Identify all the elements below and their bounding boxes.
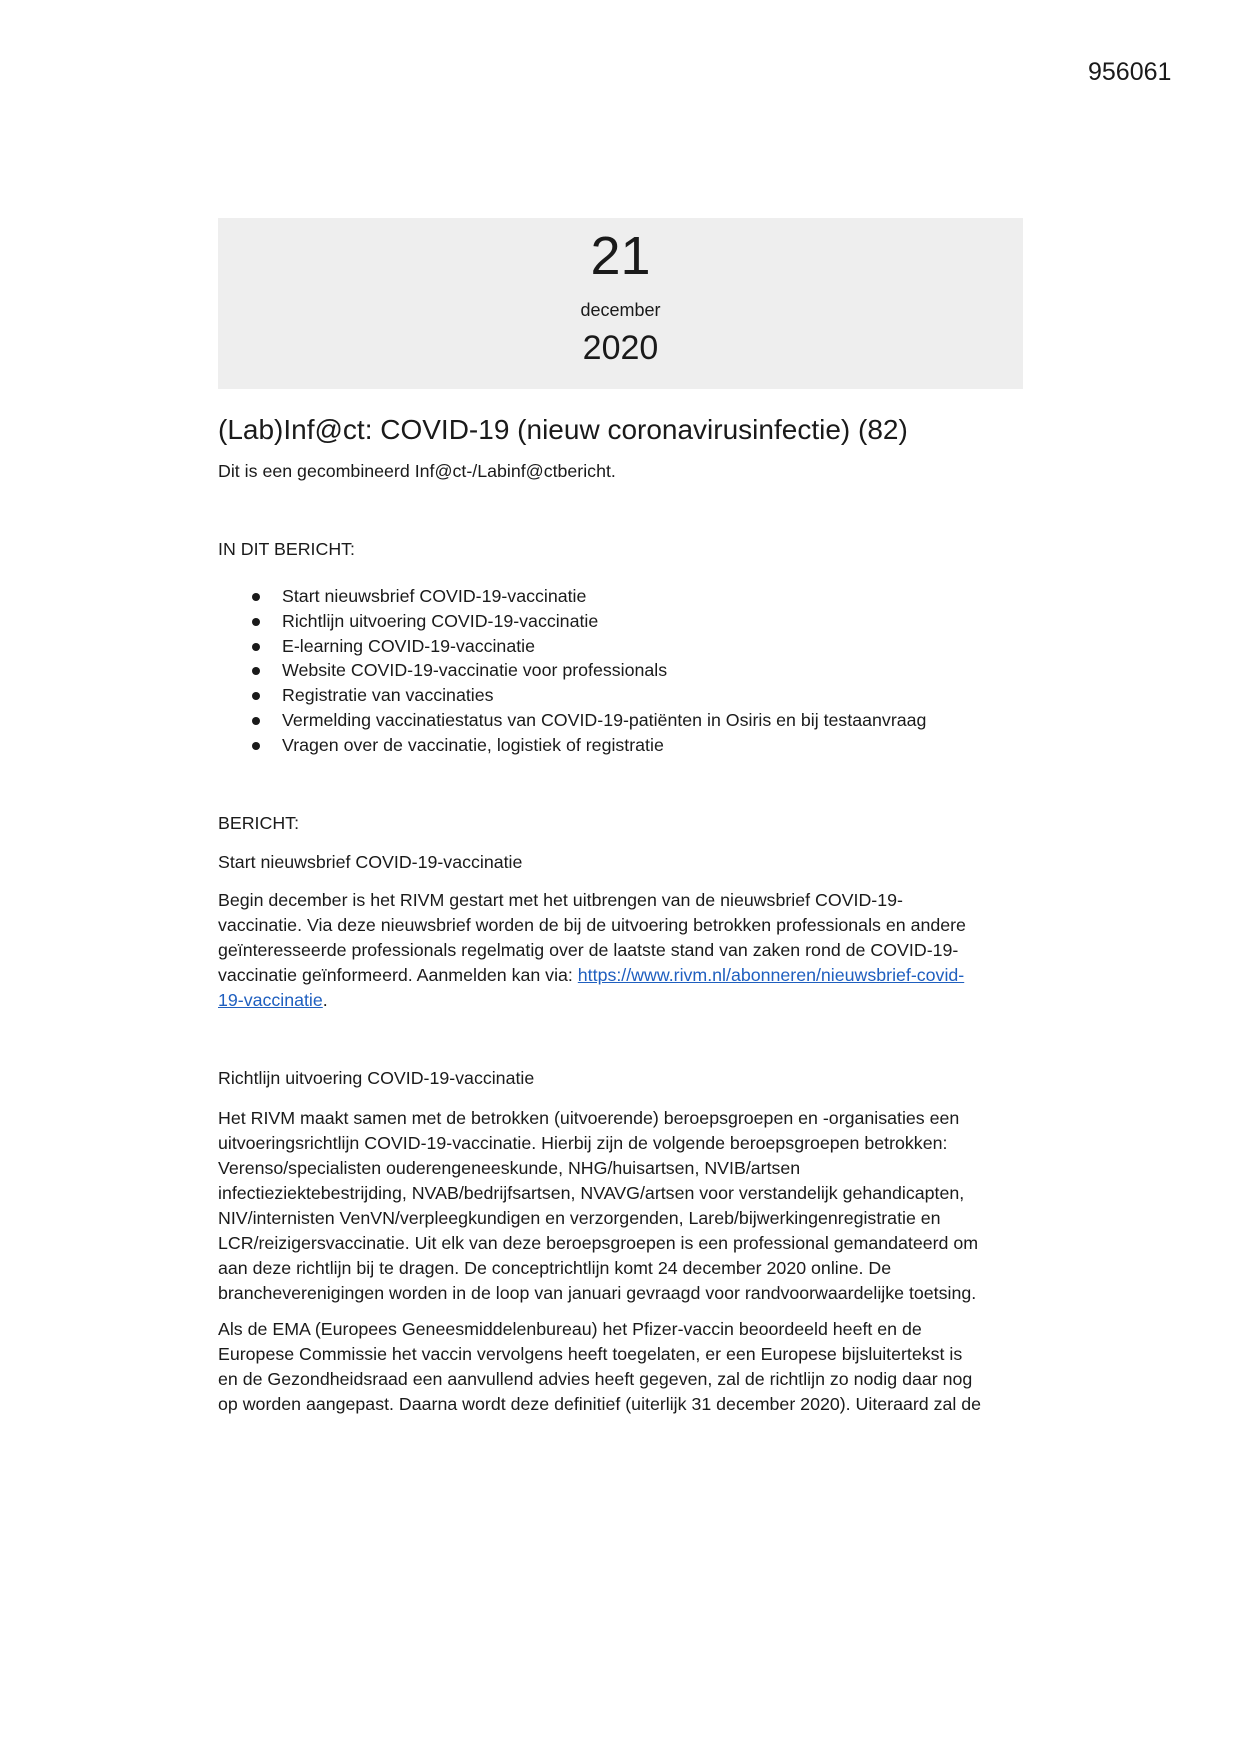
bullet-icon [252,742,260,750]
bullet-icon [252,692,260,700]
list-item: E-learning COVID-19-vaccinatie [218,634,926,659]
bullet-icon [252,643,260,651]
bullet-icon [252,667,260,675]
subtitle: Dit is een gecombineerd Inf@ct-/Labinf@ctbericht. [218,461,616,481]
date-year: 2020 [582,329,659,367]
bullet-icon [252,717,260,725]
date-day: 21 [590,226,651,286]
page-title: (Lab)Inf@ct: COVID-19 (nieuw coronavirusinfectie) (82) [218,414,908,445]
newsletter-link-continued[interactable]: 19-vaccinatie [218,990,323,1010]
message-heading: BERICHT: [218,813,300,833]
date-month: december [580,300,661,320]
paragraph: Als de EMA (Europees Geneesmiddelenbureau) het Pfizer-vaccin beoordeeld heeft en de Europese Commissie het vaccin vervolgens heeft toegelaten, er een Europese bijsluitertekst is en de Gezondheidsraad een aanvullend advies heeft gegeven, zal de richtlijn zo nodig daar nog op worden aangepast. Daarna wordt deze definitief (uiterlijk 31 december 2020). Uiteraard zal de [218,1319,982,1414]
paragraph: Begin december is het RIVM gestart met het uitbrengen van de nieuwsbrief COVID-19- vaccinatie. Via deze nieuwsbrief worden de bij de uitvoering betrokken professionals en andere geïnteresseerde professionals regelmatig over de laatste stand van zaken rond de COVID-19- vaccinatie geïnformeerd. Aanmelden kan via: https://www.rivm.nl/abonneren/nieuwsbrief-covid- 19-vaccinatie. [218,890,966,1010]
document-number: 956061 [1088,58,1172,86]
section-heading: Richtlijn uitvoering COVID-19-vaccinatie [218,1068,535,1088]
paragraph: Het RIVM maakt samen met de betrokken (uitvoerende) beroepsgroepen en -organisaties een uitvoeringsrichtlijn COVID-19-vaccinatie. Hierbij zijn de volgende beroepsgroepen betrokken: Verenso/specialisten ouderengeneeskunde, NHG/huisartsen, NVIB/artsen infectieziektebestrijding, NVAB/bedrijfsartsen, NVAVG/artsen voor verstandelijk gehandicapten, NIV/internisten VenVN/verpleegkundigen en verzorgenden, Lareb/bijwerkingenregistratie en LCR/reizigersvaccinatie. Uit elk van deze beroepsgroepen is een professional gemandateerd om aan deze richtlijn bij te dragen. De conceptrichtlijn komt 24 december 2020 online. De brancheverenigingen worden in de loop van januari gevraagd voor randvoorwaardelijke toetsing. [218,1108,979,1303]
list-item: Richtlijn uitvoering COVID-19-vaccinatie [218,609,926,634]
list-item: Start nieuwsbrief COVID-19-vaccinatie [218,584,926,609]
newsletter-link[interactable]: https://www.rivm.nl/abonneren/nieuwsbrief-covid- [577,965,965,985]
date-box [218,218,1023,389]
bullet-icon [252,593,260,601]
list-item: Vragen over de vaccinatie, logistiek of registratie [218,733,926,758]
bullet-icon [252,618,260,626]
list-item: Registratie van vaccinaties [218,683,926,708]
list-item: Website COVID-19-vaccinatie voor professionals [218,658,926,683]
toc-heading: IN DIT BERICHT: [218,539,355,559]
toc-list [218,584,926,758]
section-heading: Start nieuwsbrief COVID-19-vaccinatie [218,852,523,872]
list-item: Vermelding vaccinatiestatus van COVID-19-patiënten in Osiris en bij testaanvraag [218,708,926,733]
